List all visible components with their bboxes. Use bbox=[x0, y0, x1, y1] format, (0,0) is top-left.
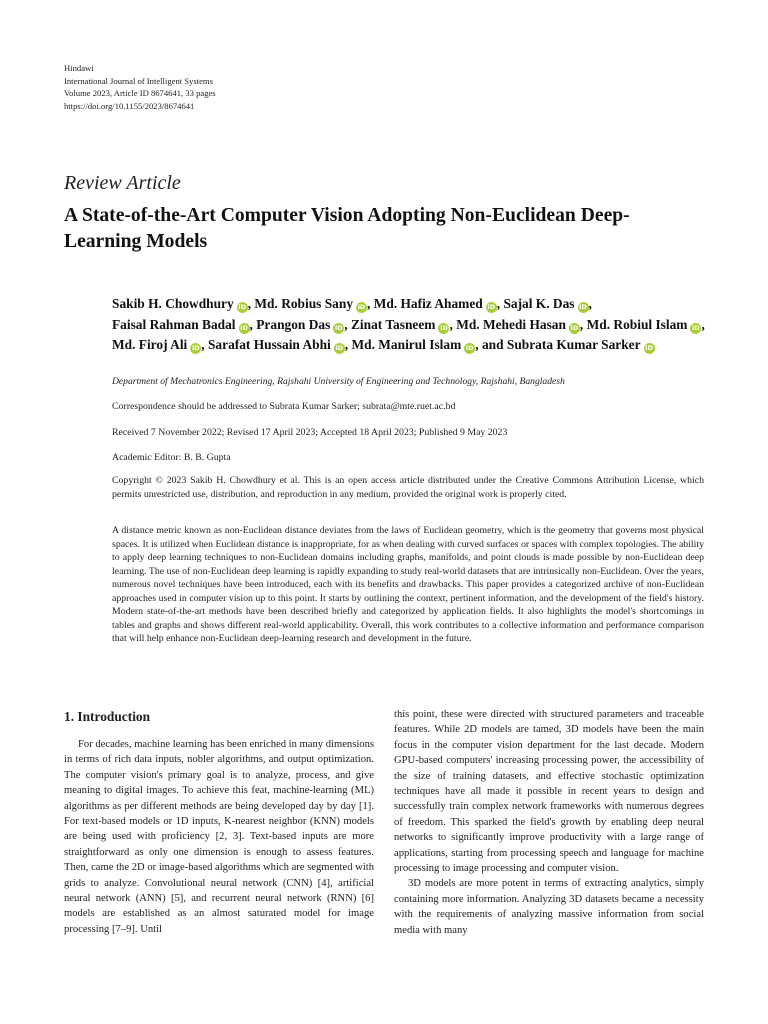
author-name: Faisal Rahman Badal bbox=[112, 316, 236, 332]
author-entry bbox=[254, 296, 370, 311]
journal-header bbox=[64, 62, 216, 112]
orcid-icon[interactable]: iD bbox=[238, 303, 246, 311]
author-entry bbox=[482, 337, 655, 352]
publication-dates: Received 7 November 2022; Revised 17 April 2023; Accepted 18 April 2023; Published 9 May 2023 bbox=[112, 427, 508, 438]
volume-info: Volume 2023, Article ID 8674641, 33 pages bbox=[64, 88, 216, 98]
author-name: Md. Manirul Islam bbox=[351, 337, 462, 352]
author-entry bbox=[351, 317, 453, 332]
right-column bbox=[394, 707, 704, 938]
author-entry bbox=[112, 337, 205, 352]
author-separator: , bbox=[449, 316, 453, 332]
copyright-notice: Copyright © 2023 Sakib H. Chowdhury et al. This is an open access article distributed under the Creative Commons Attribution License, which permits unrestricted use, distribution, and reproduction in any medium, provided the original work is properly cited. bbox=[112, 475, 704, 500]
publisher-name: Hindawi bbox=[64, 63, 94, 73]
author-name: Md. Robius Sany bbox=[254, 296, 354, 311]
orcid-icon[interactable]: iD bbox=[570, 323, 579, 332]
orcid-icon[interactable]: iD bbox=[357, 303, 366, 311]
academic-editor: Academic Editor: B. B. Gupta bbox=[112, 452, 231, 463]
author-entry bbox=[374, 296, 500, 311]
abstract: A distance metric known as non-Euclidean distance deviates from the laws of Euclidean geometry, which is the geometry that governs most physical spaces. It is utilized when Euclidean distance is inappropriate, for as when dealing with curved surfaces or spaces with complex topologies. The ability to apply deep learning techniques to non-Euclidean domains including graphs, manifolds, and point clouds is made possible by non-Euclidean deep learning. The use of non-Euclidean deep learning is rapidly expanding to study real-world datasets that are intrinsically non-Euclidean. Over the years, numerous novel techniques have been introduced, each with its benefits and drawbacks. This paper provides a categorized archive of non-Euclidean approaches used in computer vision up to this point. It starts by outlining the context, pertinent information, and the development of the field's history. Modern state-of-the-art methods have been described briefly and categorized by application fields. It also highlights the model's shortcomings in tables and graphs and shows different real-world applicability. Overall, this work contributes to a collective information and performance comparison that will help enhance non-Euclidean deep-learning research and development in the future. bbox=[112, 525, 704, 644]
paper-title: A State-of-the-Art Computer Vision Adopting Non-Euclidean Deep-Learning Models bbox=[64, 205, 630, 252]
author-name: and Subrata Kumar Sarker bbox=[481, 337, 641, 352]
author-name: Sarafat Hussain Abhi bbox=[207, 337, 331, 352]
journal-name: International Journal of Intelligent Systems bbox=[64, 75, 213, 86]
author-entry bbox=[256, 317, 347, 332]
orcid-icon[interactable]: iD bbox=[692, 323, 700, 332]
correspondence: Correspondence should be addressed to Subrata Kumar Sarker; subrata@mte.ruet.ac.bd bbox=[112, 401, 456, 412]
orcid-icon[interactable]: iD bbox=[240, 323, 248, 332]
author-entry bbox=[208, 337, 348, 352]
author-separator: , bbox=[701, 316, 705, 332]
orcid-icon[interactable]: iD bbox=[579, 303, 587, 311]
author-entry bbox=[503, 296, 591, 311]
author-separator: , bbox=[367, 296, 371, 311]
article-type: Review Article bbox=[64, 172, 181, 194]
author-separator: , bbox=[579, 316, 584, 332]
section-heading-introduction: 1. Introduction bbox=[64, 709, 151, 724]
author-name: Md. Mehedi Hasan bbox=[456, 316, 566, 332]
orcid-icon[interactable]: iD bbox=[645, 344, 653, 352]
orcid-icon[interactable]: iD bbox=[334, 323, 343, 332]
orcid-icon[interactable]: iD bbox=[191, 344, 200, 352]
author-entry bbox=[352, 337, 479, 352]
author-separator: , bbox=[475, 337, 479, 352]
author-separator: , bbox=[344, 316, 348, 332]
intro-paragraph-1: For decades, machine learning has been enriched in many dimensions in terms of rich data inputs, nobler algorithms, and output optimization. The computer vision's primary goal is to analyze, process, and give meaning to digital images. To achieve this feat, machine-learning (ML) algorithms as per different methods are being developed day by day [1]. For text-based models or 1D inputs, K-nearest neighbor (KNN) models are being used with proficiency [2, 3]. Text-based inputs are more straightforward as only one dimension is enough to assess features. Then, came the 2D or image-based algorithms which are segmented with grids to analyze. Convolutional neural network (CNN) [4], artificial neural network (ANN) [5], and recurrent neural network (RNN) [6] models are established as an almost saturated model for image processing [7–9]. Until bbox=[64, 739, 374, 935]
author-name: Prangon Das bbox=[256, 316, 331, 332]
intro-paragraph-1-continued: this point, these were directed with structured parameters and traceable features. While 2D models are tamed, 3D models have been the main focus in the computer vision department for the last decade. Modern GPU-based computers' increasing processing power, the accessibility of the size of training datasets, and effective stochastic optimization techniques have all made it possible in recent years to design and successfully train complex network frameworks with numerous degrees of freedom. This sparked the field's growth by enabling deep neural networks to significantly improve productivity with a large range of applications, starting from processing speech and language for machine processing to image processing and computer vision. bbox=[394, 709, 704, 875]
author-name: Md. Firoj Ali bbox=[112, 337, 188, 352]
author-separator: , bbox=[344, 337, 349, 352]
author-separator: , bbox=[247, 296, 252, 311]
author-entry bbox=[587, 317, 705, 332]
author-name: Sajal K. Das bbox=[503, 296, 575, 311]
author-name: Zinat Tasneem bbox=[351, 316, 436, 332]
intro-paragraph-2: 3D models are more potent in terms of extracting analytics, simply containing more information. Analyzing 3D datasets became a necessity with the requirements of analyzing massive information from social media with many bbox=[394, 878, 704, 936]
author-entry bbox=[112, 296, 251, 311]
author-separator: , bbox=[249, 316, 253, 332]
author-name: Md. Robiul Islam bbox=[586, 316, 688, 332]
doi-link[interactable]: https://doi.org/10.1155/2023/8674641 bbox=[64, 100, 195, 111]
orcid-icon[interactable]: iD bbox=[465, 344, 474, 352]
orcid-icon[interactable]: iD bbox=[335, 344, 344, 352]
author-entry bbox=[456, 317, 583, 332]
author-entry bbox=[112, 317, 253, 332]
author-separator: , bbox=[588, 296, 592, 311]
left-column bbox=[64, 737, 374, 937]
author-name: Md. Hafiz Ahamed bbox=[373, 296, 483, 311]
affiliation: Department of Mechatronics Engineering, Rajshahi University of Engineering and Technology, Rajshahi, Bangladesh bbox=[112, 376, 565, 387]
author-separator: , bbox=[201, 337, 205, 352]
orcid-icon[interactable]: iD bbox=[487, 303, 496, 311]
author-name: Sakib H. Chowdhury bbox=[112, 296, 234, 311]
orcid-icon[interactable]: iD bbox=[440, 323, 448, 332]
author-separator: , bbox=[496, 296, 501, 311]
author-list bbox=[112, 294, 712, 356]
